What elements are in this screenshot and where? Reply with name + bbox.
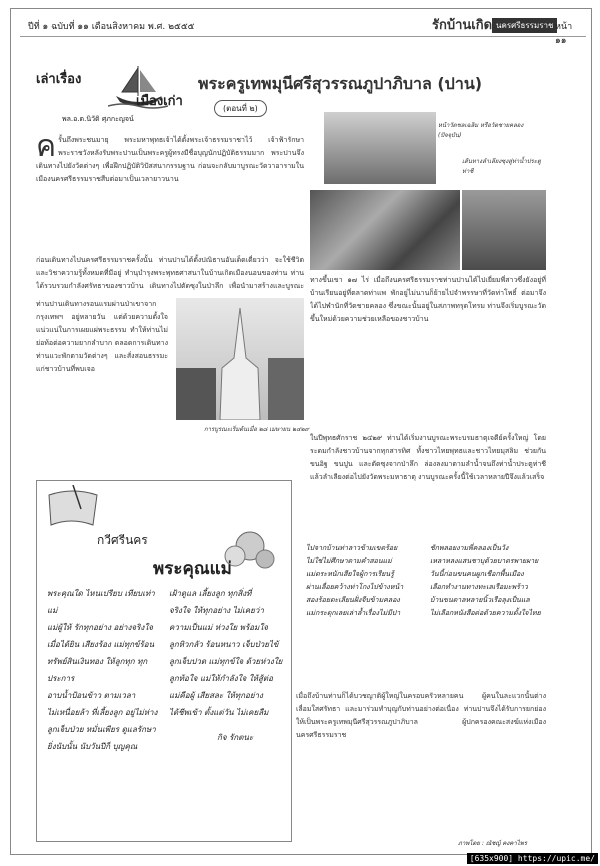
column-label-2: เมืองเก่า (136, 94, 183, 109)
river-caption: เส้นทางลำเลียงซุงสู่ท่าน้ำประตูท่าชี (462, 158, 541, 175)
quote-line: เหลาหลงแสนชาบุด้วยบาตรพายผาย (430, 557, 539, 565)
quote-line: แม่ตระหนักเสียใจผู้การเรียนรู้ (306, 570, 394, 578)
dropcap: ค (36, 134, 57, 164)
body-paragraph-2: ท่านปานเดินทางรอนแรมผ่านป่าเขาจากกรุงเทพฯ อยู่หลายวัน แต่ด้วยความตั้งใจแน่วแน่ในการเผยแผ่พระธรรม ทำให้ท่านไม่ย่อท้อต่อความยากลำบาก ตลอดการเดินทางท่านแวะพักตามวัดต่างๆ และสั่งสอนธรรมะแก่ชาวบ้านที่พบเจอ (36, 300, 168, 373)
quote-line: ไม่เลือกหนังสือต่อด้วยความตั้งใจไทย (430, 609, 541, 617)
section-label: นครศรีธรรมราช (492, 18, 557, 33)
issue-info: ปีที่ ๑ ฉบับที่ ๑๑ เดือนสิงหาคม พ.ศ. ๒๕๕๕ (28, 22, 195, 32)
poem-line: จริงใจ ให้ทุกอย่าง ไม่เคยว่า (169, 606, 264, 615)
article-part: (ตอนที่ ๒) (214, 100, 267, 117)
river-photo (462, 190, 546, 270)
scroll-icon (43, 485, 103, 533)
quote-line: ไม่ใช่ไม่ศึกษาตามคำสอนแม่ (306, 557, 392, 565)
temple-front-caption: หน้าวัดชลเฉลิม หรือวัดชายคลอง (ปัจจุบัน) (438, 122, 524, 139)
page-number: หน้า ๑๑ (555, 22, 573, 46)
quote-line: ไปจากบ้านท่าลาวข้ามเขตร้อย (306, 544, 398, 552)
poem-line: ทรัพย์สินเงินทอง ให้ลูกทุก ทุกประการ (47, 657, 148, 683)
poem-line: เฝ้าดูแล เลี้ยงลูก ทุกสิ่งที่ (169, 589, 252, 598)
poem-section-heading: กวีศรีนคร (97, 533, 148, 547)
column-label-1: เล่าเรื่อง (36, 72, 82, 87)
poem-line: ยิ่งนับนั้น นับวันปีก็ บุญคุณ (47, 742, 138, 751)
poem-author: กิจ รักตนะ (217, 733, 254, 742)
body-paragraph-3: ทางขึ้นเขา ๑๗ ไร่ เมื่อถึงนครศรีธรรมราชท่านปานได้ไปเยี่ยมพี่สาวซึ่งยังอยู่ที่บ้านเรียนอยู่ที่ตลาดท่าแพ พักอยู่ไม่นานก็ย้ายไปจำพรรษาที่วัดท่าโพธิ์ ต่อมาจึงได้ไปพำนักที่วัดชายคลอง ซึ่งขณะนั้นอยู่ในสภาพทรุดโทรม ท่านจึงเริ่มบูรณะวัดขึ้นใหม่ด้วยความช่วยเหลือของชาวบ้าน (310, 276, 546, 323)
body-paragraph-4: ในปีพุทธศักราช ๒๔๒๙ ท่านได้เริ่มงานบูรณะพระบรมธาตุเจดีย์ครั้งใหญ่ โดยระดมกำลังชาวบ้านจากทุกสารทิศ ทั้งชาวไทยพุทธและชาวไทยมุสลิม ช่วยกันขนอิฐ ขนปูน และตัดซุงจากป่าลึก ล่องลงมาตามลำน้ำจนถึงท่าน้ำประตูท่าชี แล้วลำเลียงต่อไปยังวัดพระมหาธาตุ งานบูรณะครั้งนี้ใช้เวลาหลายปีจึงแล้วเสร็จ (310, 434, 546, 481)
photo-credit: ภาพโดย : ณัชญ์ คงคาไพร (458, 840, 527, 847)
timber-photo (310, 190, 460, 270)
page-header (20, 14, 586, 46)
pagoda-photo (176, 298, 304, 420)
quote-line: ผ่านเลื่อยคว้างท่าโกงไปข้างหน้า (306, 583, 404, 591)
poem-line: ความเป็นแม่ ห่วงใย พร้อมใจ (169, 623, 268, 632)
poem-line: ลูกหิวกลัว ร้อนหนาว เจ็บป่วยไข้ (169, 640, 279, 649)
poem-line: ลูกเจ็บป่วย หมั่นเพียร ดูแลรักษา (47, 725, 156, 734)
source-watermark: [635x900] https://upic.me/ (467, 853, 598, 864)
poem-title: พระคุณแม่ (153, 559, 232, 579)
poem-line: ไม่เหนื่อยล้า ที่เลี้ยงลูก อยู่ไม่ห่าง (47, 708, 158, 717)
quote-line: แม่กระตุกเลยเล่าล้ำเรื่องไม่มีปา (306, 609, 401, 617)
quote-left (306, 542, 426, 620)
quote-line: สองร้อยตะเลียนฝั่งจีบข้ามคลอง (306, 596, 400, 604)
quote-line: วันนี้ก่อนขนคนผูกเชือกพื้นเมือง (430, 570, 524, 578)
poem-line: แม่คือผู้ เสียสละ ให้ทุกอย่าง (169, 691, 263, 700)
poem-line: เมื่อได้ยิน เสียงร้อง แม่ทุกข์ร้อน (47, 640, 155, 649)
poem-line: แม่ผู้ให้ รักทุกอย่าง อย่างจริงใจ (47, 623, 153, 632)
quote-line: เลือกทำงานทางทะเลเรือมะพร้าว (430, 583, 528, 591)
quote-right (430, 542, 550, 620)
poem-line: ได้ชีพเข้า ตั้งแต่วัน ไม่เคยลืม (169, 708, 269, 717)
article-title: พระครูเทพมุนีศรีสุวรรณภูปาภิบาล (ปาน) (198, 74, 483, 93)
poem-line: ลูกท้อใจ แม่ให้กำลังใจ ให้สู้ต่อ (169, 674, 273, 683)
poem-left (47, 585, 165, 755)
poem-line: ลูกเจ็บปวด แม่ทุกข์ใจ ด้วยห่วงใย (169, 657, 283, 666)
quote-line: ชักพลอยงามพี่คลองเป็นวัง (430, 544, 509, 552)
pagoda-caption: การบูรณะเริ่มต้นเมื่อ ๒๘ เมษายน ๒๔๒๙ (204, 426, 309, 433)
poem-line: พระคุณใด ไหนเปรียบ เทียบเท่าแม่ (47, 589, 155, 615)
pagoda-icon (176, 298, 304, 420)
body-paragraph-1: ก่อนเดินทางไปนครศรีธรรมราชครั้งนั้น ท่านปานได้ตั้งปณิธานอันเด็ดเดี่ยวว่า จะใช้ชีวิตและวิชาความรู้ทั้งหมดที่มีอยู่ ทำนุบำรุงพระพุทธศาสนาในบ้านเกิดเมืองนอนของท่าน ท่านได้รวบรวมกำลังศรัทธาของชาวบ้าน เดินทางไปตัดซุงในป่าลึก เพื่อนำมาสร้างและบูรณะ (36, 256, 304, 290)
body-lead (36, 134, 304, 250)
poem-box (36, 480, 292, 842)
publication-logo: รักบ้านเกิด (432, 18, 493, 33)
poem-line: อาบน้ำป้อนข้าว ตามเวลา (47, 691, 136, 700)
column-author: พล.อ.ต.นิวัติ ศุภกะญจน์ (62, 115, 134, 123)
lead-paragraph: รั้นถึงพระชนมายุ พระมหาพุทธเจ้าได้ตั้งพระเจ้าธรรมราชาไว้ เจ้าฟ้ารักษาพระราชวังหลังรับพระปานเป็นพระครูผู้ทรงมีชื่อบุญนักปฏิบัติธรรมมาก พระปานจึงเดินทางไปยังวัดต่างๆ เพื่อฝึกปฏิบัติวิปัสสนากรรมฐาน ก่อนจะกลับมาบูรณะวัดวาอารามในเมืองนครศรีธรรมราชสืบต่อมาเป็นเวลายาวนาน (36, 136, 304, 183)
body-paragraph-5: เมื่อถึงบ้านท่านก็ได้บวชญาติผู้ใหญ่ในครอบครัวหลายคน ผู้คนในละแวกนั้นต่างเลื่อมใสศรัทธา และมาร่วมทำบุญกับท่านอย่างต่อเนื่อง ท่านปานจึงได้รับการยกย่องให้เป็นพระครูเทพมุนีศรีสุวรรณภูปาภิบาล ผู้ปกครองคณะสงฆ์แห่งเมืองนครศรีธรรมราช (296, 692, 546, 739)
temple-front-photo (324, 112, 436, 184)
quote-line: บ้านขนตาลหลายนิ้วเรือลุงเป็นแล (430, 596, 530, 604)
poem-right (169, 585, 287, 721)
